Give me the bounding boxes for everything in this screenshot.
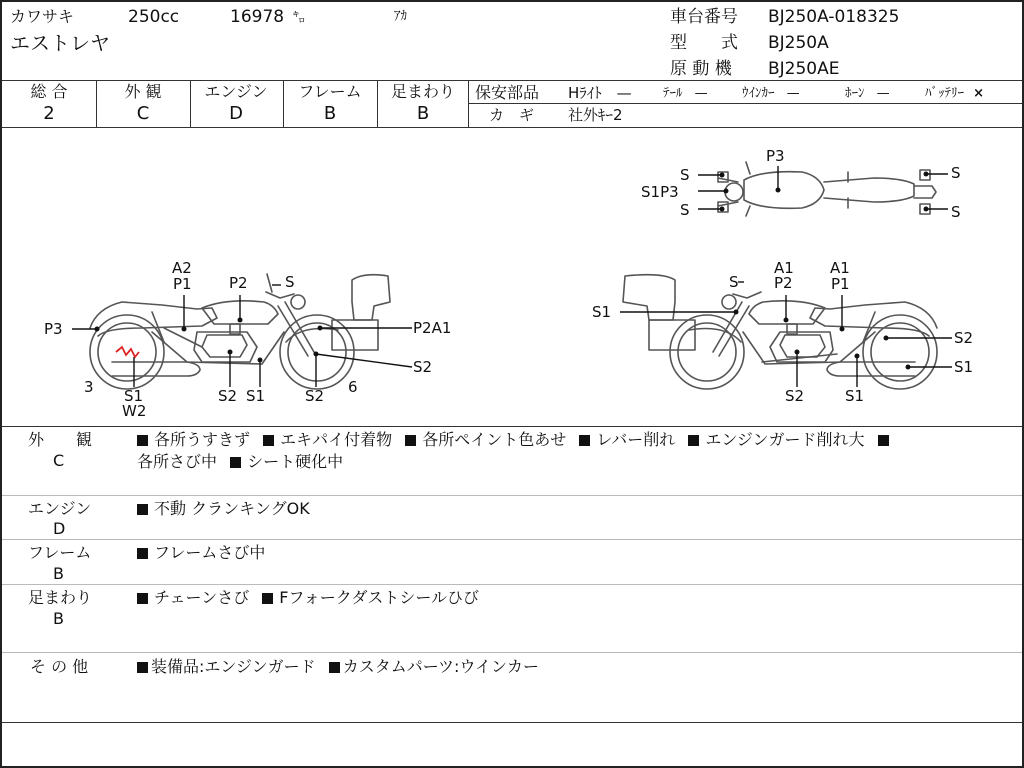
remark-grade-suspension: B [53,609,64,628]
maker-name: カワサキ [10,7,75,26]
grade-value-overall: 2 [43,103,55,124]
diag-label: A1 [830,259,850,277]
remark-label-exterior: 外 観 [28,430,93,449]
diag-label: S1 [246,387,266,405]
divider [2,80,1022,81]
remark-label-other: そ の 他 [30,657,89,676]
grade-label-overall: 総 合 [30,82,68,101]
safety-item-headlight: Hﾗｲﾄ — [568,84,632,102]
diag-label: 6 [348,378,358,396]
divider [2,495,1022,496]
diag-label: S2 [218,387,238,405]
divider [2,539,1022,540]
divider [2,584,1022,585]
grade-value-suspension: B [416,103,430,124]
safety-item-winker: ｳｲﾝｶｰ — [742,86,800,101]
diag-label: S2 [785,387,805,405]
mileage [230,9,306,26]
remark-text-frame: フレームさび中 [137,545,273,561]
diag-label: P1 [831,275,850,293]
grade-label-engine: エンジン [204,82,268,101]
diag-label: S [680,201,690,219]
remark-text-exterior-line1: 各所うすきず エキパイ付着物 各所ペイント色あせ レバー削れ エンジンガード削れ大 [137,432,895,448]
remark-grade-exterior: C [53,451,65,470]
model-name: エストレヤ [10,31,110,55]
divider [377,80,378,127]
diag-label: A2 [172,259,192,277]
diag-label: S1 [124,387,144,405]
diag-label: S2 [413,358,433,376]
grade-value-engine: D [229,103,243,124]
diag-label: P2A1 [413,319,452,337]
remark-label-suspension: 足まわり [28,588,93,607]
key-label: カ ギ [489,106,535,124]
safety-item-horn: ﾎｰﾝ — [845,86,890,101]
diag-label: S1P3 [641,183,679,201]
diag-label: S2 [305,387,325,405]
top-view [718,162,936,216]
diag-label: S1 [954,358,974,376]
diag-label: S2 [954,329,974,347]
divider [96,80,97,127]
safety-label: 保安部品 [475,83,540,102]
grade-label-frame: フレーム [298,82,362,101]
grade-value-exterior: C [136,103,150,124]
diag-label: S [680,166,690,184]
divider [2,426,1022,427]
diag-label: S [951,164,961,182]
diag-label: A1 [774,259,794,277]
divider [2,722,1022,723]
divider [2,127,1022,128]
remark-text-suspension: チェーンさび Fフォークダストシールひび [137,590,487,606]
engine-model-label: 原 動 機 [670,59,732,79]
diag-label: P1 [173,275,192,293]
divider [2,652,1022,653]
remark-grade-engine: D [53,519,66,538]
diag-label: P3 [766,147,785,165]
divider [283,80,284,127]
key-value: 社外ｷｰ2 [568,106,623,124]
type-label: 型 式 [670,33,738,53]
chassis-label: 車台番号 [670,7,738,27]
remark-text-exterior-line2: 各所さび中 シート硬化中 [137,452,344,471]
remark-text-other: 装備品:エンジンガード カスタムパーツ:ウインカー [137,659,547,675]
diag-label: S [285,273,295,291]
red-damage-mark [116,347,139,357]
diag-label: S1 [845,387,865,405]
diag-label: 3 [84,378,94,396]
chassis-value: BJ250A-018325 [768,7,900,27]
diag-label: S [951,203,961,221]
grade-label-suspension: 足まわり [390,82,456,101]
mileage-unit: ㌔ [292,11,306,26]
engine-model-value: BJ250AE [768,59,840,79]
remark-grade-frame: B [53,564,64,583]
color: ｱｶ [394,9,407,24]
safety-item-tail: ﾃｰﾙ — [663,86,708,101]
type-value: BJ250A [768,33,829,53]
mileage-value: 16978 [230,7,285,27]
diag-label: S1 [592,303,612,321]
displacement: 250cc [128,7,180,27]
diag-label: S [729,273,739,291]
safety-item-battery: ﾊﾞｯﾃﾘｰ × [925,86,985,101]
diag-label: W2 [122,402,147,420]
remark-label-frame: フレーム [28,543,92,562]
divider [468,103,1022,104]
remark-label-engine: エンジン [28,499,92,518]
diag-label: P2 [229,274,248,292]
diag-label: P2 [774,274,793,292]
divider [190,80,191,127]
grade-label-exterior: 外 観 [124,82,162,101]
remark-text-engine: 不動 クランキングOK [137,501,318,517]
diag-label: P3 [44,320,63,338]
grade-value-frame: B [323,103,337,124]
